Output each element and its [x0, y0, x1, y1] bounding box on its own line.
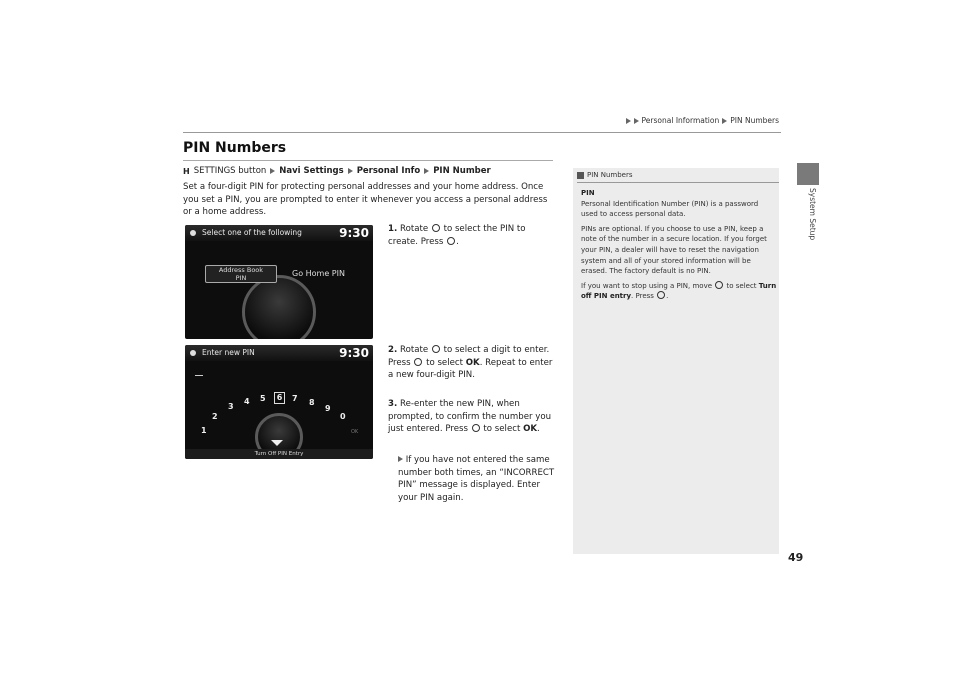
pin-entry-cursor — [195, 375, 203, 376]
joystick-icon — [715, 281, 723, 289]
screen-title-bar — [185, 345, 373, 361]
note-box — [573, 168, 779, 554]
dial-press-icon — [447, 237, 455, 245]
dial-press-icon — [657, 291, 665, 299]
step-1: 1. Rotate to select the PIN to create. Press . — [388, 224, 526, 247]
title-rule — [183, 160, 553, 161]
step-3-note: If you have not entered the same number both times, an “INCORRECT PIN” message is displayed. Enter your PIN again. — [398, 455, 555, 503]
dial-press-icon — [472, 424, 480, 432]
arrow-icon — [398, 456, 403, 462]
screen-title: Enter new PIN — [202, 348, 255, 357]
digit-9: 9 — [325, 404, 331, 413]
step-3: 3. Re-enter the new PIN, when prompted, to confirm the number you just entered. Press to select OK. — [388, 399, 552, 435]
knob-graphic — [242, 275, 316, 339]
arrow-icon — [348, 168, 353, 174]
arrow-icon — [626, 118, 631, 124]
chapter-label: System Setup — [808, 188, 817, 241]
pointer-triangle-icon — [271, 440, 283, 446]
digit-8: 8 — [309, 398, 315, 407]
digit-4: 4 — [244, 397, 250, 406]
screen-clock: 9:30 — [339, 226, 369, 240]
breadcrumb-section: Personal Information — [641, 116, 720, 125]
page-number: 49 — [788, 551, 804, 564]
step-2: 2. Rotate to select a digit to enter. Press to select OK. Repeat to enter a new four-digit PIN. — [388, 345, 553, 381]
ok-key: OK — [351, 429, 359, 435]
page-title: PIN Numbers — [183, 140, 287, 156]
option-go-home-pin: Go Home PIN — [292, 269, 345, 278]
note-body: PIN Personal Identification Number (PIN) is a password used to access personal data. PINs are optional. If you choose to use a PIN, keep a note of the number in a secure location. If you forget your PIN, a dealer will have to reset the navigation system and all of your stored information will be erased. The factory default is no PIN. If you want to stop using a PIN, move to select Turn off PIN entry. Press . — [581, 189, 777, 301]
turn-off-pin-entry: Turn Off PIN Entry — [185, 449, 373, 459]
status-dot-icon — [190, 230, 196, 236]
digit-5: 5 — [260, 394, 266, 403]
status-dot-icon — [190, 350, 196, 356]
digit-6-selected: 6 — [274, 392, 285, 404]
screenshot-select-pin — [185, 225, 373, 339]
header-rule — [183, 132, 781, 133]
screen-title-bar — [185, 225, 373, 241]
digit-1: 1 — [201, 426, 207, 435]
digit-0: 0 — [340, 412, 346, 421]
digit-3: 3 — [228, 402, 234, 411]
option-address-book-pin: Address Book PIN — [205, 265, 277, 283]
nav-path-item: PIN Number — [433, 166, 491, 176]
arrow-icon — [270, 168, 275, 174]
digit-7: 7 — [292, 394, 298, 403]
nav-path-item: Personal Info — [356, 166, 421, 176]
note-header: PIN Numbers — [577, 171, 779, 183]
note-paragraph: PINs are optional. If you choose to use a PIN, keep a note of the number in a secure location. If you forget your PIN, a dealer will have to reset the navigation system and all of your stored information will be erased. The factory default is no PIN. — [581, 224, 767, 276]
dial-rotate-icon — [432, 345, 440, 353]
screen-clock: 9:30 — [339, 346, 369, 360]
nav-path-start: SETTINGS button — [193, 166, 267, 176]
note-icon — [577, 172, 584, 179]
chapter-tab — [797, 163, 819, 185]
dial-rotate-icon — [432, 224, 440, 232]
breadcrumb — [626, 116, 779, 125]
nav-path — [183, 166, 491, 176]
breadcrumb-page: PIN Numbers — [730, 116, 779, 125]
screen-title: Select one of the following — [202, 228, 302, 237]
screenshot-enter-pin — [185, 345, 373, 459]
note-term: PIN — [581, 189, 595, 197]
dial-press-icon — [414, 358, 422, 366]
home-mark: H — [183, 166, 190, 176]
nav-path-item: Navi Settings — [279, 166, 344, 176]
arrow-icon — [634, 118, 639, 124]
intro-text: Set a four-digit PIN for protecting personal addresses and your home address. Once you set a PIN, you are prompted to enter it whenever you access a personal address or a home address. — [183, 182, 548, 218]
arrow-icon — [424, 168, 429, 174]
digit-2: 2 — [212, 412, 218, 421]
arrow-icon — [722, 118, 727, 124]
